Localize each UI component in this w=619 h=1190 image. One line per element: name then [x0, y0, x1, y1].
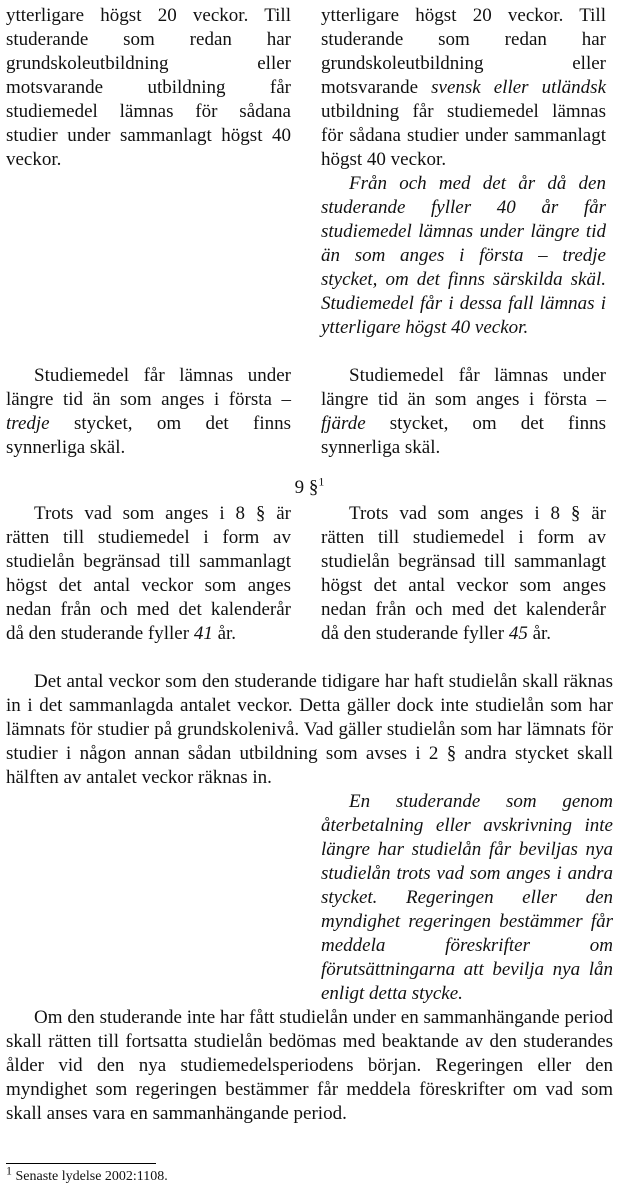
common-9-paragraph-4: Om den studerande inte har fått studielån under en sammanhängande period skall rätten till fortsatta studielån bedömas med beaktande av den studerandes ålder vid den nya studiemedelsperiodens början. Regeringen eller den myndighet som regeringen bestämmer får meddela föreskrifter om vad som skall anses vara en sammanhängande period. — [6, 1007, 613, 1124]
footnote-reference: 1 — [318, 474, 325, 489]
left-8-last-paragraph: Studiemedel får lämnas under längre tid än som anges i första – tredje stycket, om det finns synnerliga skäl. — [6, 365, 291, 458]
footnote: $^1$ Senaste lydelse 2002:1108. — [6, 1163, 168, 1184]
right-8-last-paragraph: Studiemedel får lämnas under längre tid än som anges i första – fjärde stycket, om det finns synnerliga skäl. — [321, 365, 606, 458]
right-9-paragraph-1: Trots vad som anges i 8 § är rätten till studiemedel i form av studielån begränsad till sammanlagt högst det antal veckor som anges nedan från och med det kalenderår då den studerande fyller 45 år. — [321, 503, 606, 644]
left-9-paragraph-1: Trots vad som anges i 8 § är rätten till studiemedel i form av studielån begränsad till sammanlagt högst det antal veckor som anges nedan från och med det kalenderår då den studerande fyller 41 år. — [6, 503, 291, 644]
right-8-new-paragraph-3: Från och med det år då den studerande fyller 40 år får studiemedel lämnas under längre tid än som anges i första – tredje stycket, om det finns särskilda skäl. Studiemedel får i dessa fall lämnas i ytterligare högst 40 veckor. — [321, 173, 606, 338]
footnote-divider — [6, 1163, 156, 1164]
right-8-paragraph-2: ytterligare högst 20 veckor. Till studerande som redan har grundskoleutbildning eller motsvarande svensk eller utländsk utbildning får studiemedel lämnas för sådana studier under sammanlagt högst 40 veckor. — [321, 5, 606, 170]
right-9-new-paragraph-3: En studerande som genom återbetalning eller avskrivning inte längre har studielån får beviljas nya studielån trots vad som anges i andra stycket. Regeringen eller den myndighet regeringen bestämmer får meddela föreskrifter om förutsättningarna att bevilja nya lån enligt detta stycke. — [321, 791, 613, 1004]
section-9-heading: 9 §$^1$ — [294, 474, 325, 498]
common-9-paragraph-2: Det antal veckor som den studerande tidigare har haft studielån skall räknas in i det sammanlagda antalet veckor. Detta gäller dock inte studielån som har lämnats för studier på grundskolenivå. Vad gäller studielån som har lämnats för studier i någon annan sådan utbildning som avses i 2 § andra stycket skall hälften av antalet veckor räknas in. — [6, 671, 613, 788]
left-8-paragraph-2: ytterligare högst 20 veckor. Till studerande som redan har grundskoleutbildning eller motsvarande utbildning får studiemedel lämnas för sådana studier under sammanlagt högst 40 veckor. — [6, 5, 291, 170]
